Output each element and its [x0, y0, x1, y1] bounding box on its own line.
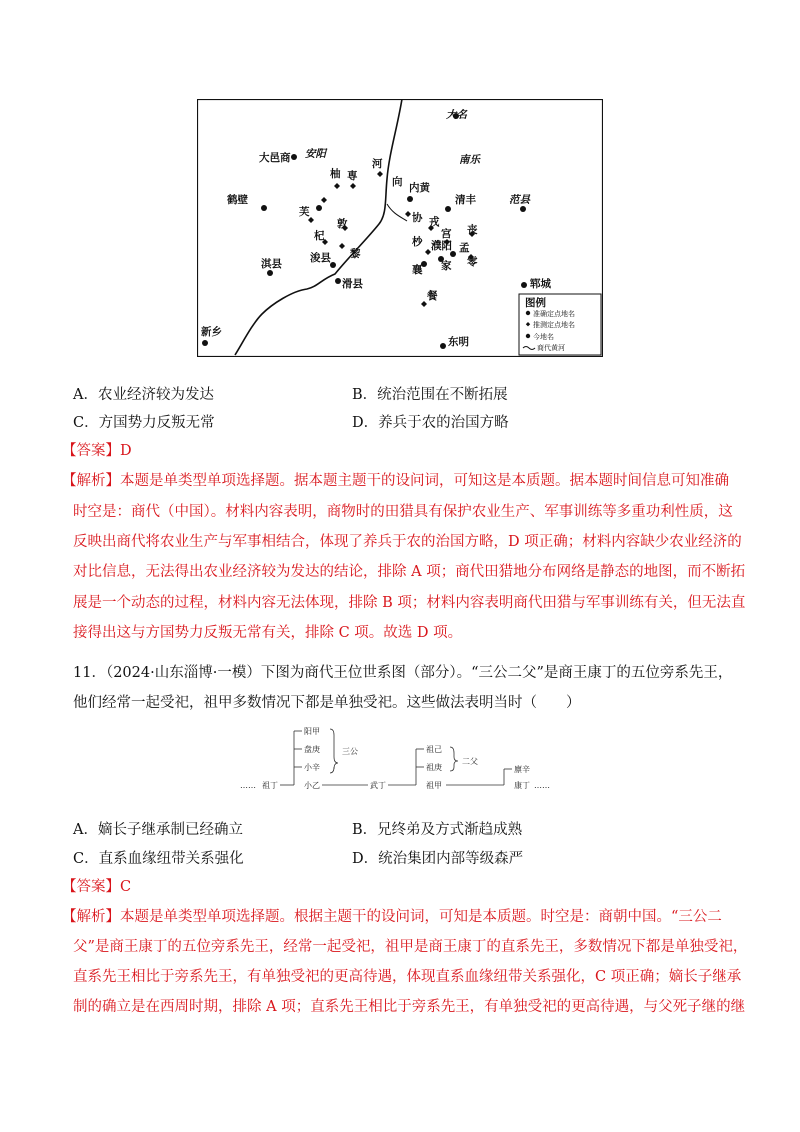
- shang-genealogy-chart: [240, 723, 560, 801]
- tree-xiaoyi: 小乙: [304, 781, 320, 790]
- label-neihuang: 内黄: [409, 182, 430, 194]
- tree-kangding: 康丁: [514, 781, 530, 790]
- label-xie: 协: [412, 212, 423, 224]
- shang-hunting-map: [197, 99, 603, 357]
- legend-title: 图例: [525, 297, 546, 309]
- label-huaxian: 滑县: [342, 278, 363, 290]
- q11-option-a: A．嫡长子继承制已经确立: [73, 822, 243, 838]
- q10-option-d: D．养兵于农的治国方略: [352, 415, 509, 431]
- label-ling: 零: [467, 256, 478, 268]
- label-fu: 芙: [299, 206, 310, 218]
- label-dayishang: 大邑商: [259, 152, 291, 164]
- tree-left-dots: ……: [240, 781, 256, 790]
- q10-option-c: C．方国势力反叛无常: [73, 415, 215, 431]
- tree-xiaoxin: 小辛: [304, 763, 320, 772]
- label-nanle: 南乐: [459, 154, 480, 166]
- map-legend: [519, 294, 601, 355]
- q11-option-d: D．统治集团内部等级森严: [352, 851, 524, 867]
- q11-option-b: B．兄终弟及方式渐趋成熟: [352, 822, 523, 838]
- tree-pangeng: 盘庚: [304, 745, 320, 754]
- label-xunxian: 浚县: [310, 252, 331, 264]
- label-qixian: 淇县: [261, 258, 282, 270]
- tree-zuding: 祖丁: [262, 781, 278, 790]
- tree-yangjia: 阳甲: [304, 727, 320, 736]
- tree-zugeng: 祖庚: [426, 763, 442, 772]
- q11-stem-line: 11．（2024·山东淄博·一模）下图为商代王位世系图（部分）。“三公二父”是商王康丁的五位旁系先王，: [73, 665, 733, 681]
- label-xiang: 向: [392, 176, 403, 188]
- label-zhuan: 専: [347, 170, 358, 182]
- label-puyang: 濮阳: [431, 240, 452, 252]
- tree-linxin: 廪辛: [514, 765, 530, 774]
- label-he: 河: [372, 158, 383, 170]
- label-you: 柚: [330, 168, 341, 180]
- label-xinxiang: 新乡: [201, 326, 222, 338]
- q10-analysis-line: 反映出商代将农业生产与军事相结合，体现了养兵于农的治国方略，D 项正确；材料内容缺少农业经济的: [73, 534, 742, 550]
- legend-modern: 今地名: [533, 333, 554, 341]
- q11-stem-line: 他们经常一起受祀，祖甲多数情况下都是单独受祀。这些做法表明当时（ ）: [73, 695, 581, 711]
- tree-erfu: 二父: [462, 757, 478, 766]
- q10-analysis-line: 展是一个动态的过程，材料内容无法体现，排除 B 项；材料内容表明商代田猎与军事训练有关，但无法直: [73, 595, 746, 611]
- label-meng: 孟: [459, 242, 470, 254]
- label-can: 餐: [427, 290, 438, 302]
- q10-analysis-line: 对比信息，无法得出农业经济较为发达的结论，排除 A 项；商代田猎地分布网络是静态的地图，而不断拓: [73, 564, 746, 580]
- label-si: 杞: [314, 230, 325, 242]
- legend-approx: 推测定点地名: [533, 321, 575, 329]
- label-jia: 家: [441, 260, 452, 272]
- q10-analysis-line: 【解析】本题是单类型单项选择题。据本题主题干的设问词，可知这是本质题。据本题时间信息可知准确: [62, 473, 729, 489]
- label-qingfeng: 清丰: [455, 194, 476, 206]
- label-anyang: 安阳: [305, 148, 326, 160]
- label-dun: 敦: [337, 218, 348, 230]
- q11-analysis-line: 制的确立是在西周时期，排除 A 项；直系先王相比于旁系先王，有单独受祀的更高待遇，与父死子继的继: [73, 999, 746, 1015]
- tree-right-dots: ……: [534, 781, 550, 790]
- label-sha: 杪: [412, 236, 423, 248]
- tree-sangong: 三公: [342, 747, 358, 756]
- tree-zuji: 祖己: [426, 745, 442, 754]
- q11-answer: 【答案】C: [62, 879, 132, 895]
- label-xiang2: 襄: [412, 264, 423, 276]
- q10-option-b: B．统治范围在不断拓展: [352, 387, 508, 403]
- label-rong: 戎: [429, 216, 440, 228]
- label-yuncheng: 郓城: [530, 278, 551, 290]
- label-sang: 丧: [467, 224, 478, 236]
- q10-analysis-line: 时空是：商代（中国）。材料内容表明，商物时的田猎具有保护农业生产、军事训练等多重功利性质，这: [73, 504, 733, 520]
- tree-zujia: 祖甲: [426, 781, 442, 790]
- q11-option-c: C．直系血缘纽带关系强化: [73, 851, 244, 867]
- label-gong: 宫: [441, 228, 452, 240]
- label-li: 黎: [350, 248, 361, 260]
- q10-option-a: A．农业经济较为发达: [73, 387, 214, 403]
- q10-answer: 【答案】D: [62, 443, 132, 459]
- legend-precise: 准确定点地名: [533, 310, 575, 318]
- q11-analysis-line: 父”是商王康丁的五位旁系先王，经常一起受祀，祖甲是商王康丁的直系先王，多数情况下都是单独受祀，: [73, 939, 748, 955]
- label-dongming: 东明: [448, 336, 469, 348]
- label-fanxian: 范县: [509, 194, 530, 206]
- label-hebi: 鹤壁: [227, 194, 248, 206]
- tree-wuding: 武丁: [370, 781, 386, 790]
- label-daming: 大名: [446, 109, 467, 121]
- q11-analysis-line: 【解析】本题是单类型单项选择题。根据主题干的设问词，可知是本质题。时空是：商朝中国。“三公二: [62, 909, 722, 925]
- q10-analysis-line: 接得出这与方国势力反叛无常有关，排除 C 项。故选 D 项。: [73, 625, 463, 641]
- legend-river: 商代黄河: [537, 344, 565, 352]
- q11-analysis-line: 直系先王相比于旁系先王，有单独受祀的更高待遇，体现直系血缘纽带关系强化，C 项正确；嫡长子继承: [73, 969, 742, 985]
